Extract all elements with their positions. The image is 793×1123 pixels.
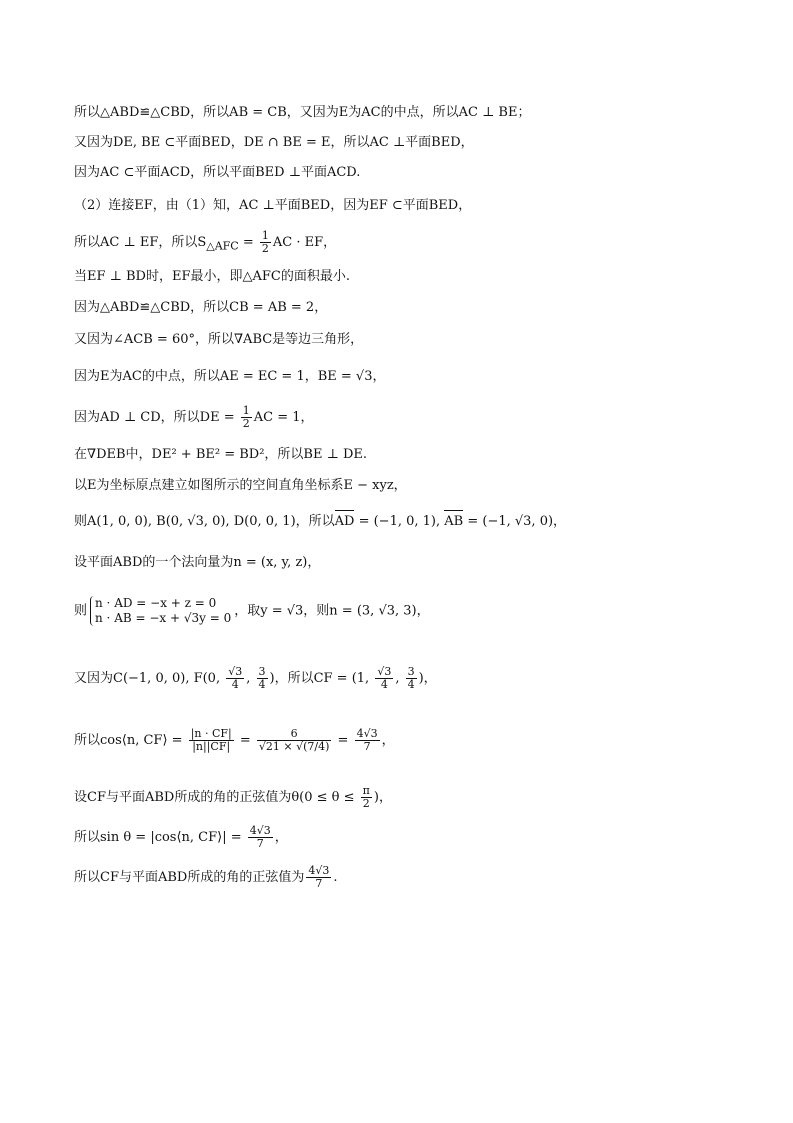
de-fraction — [241, 405, 252, 430]
cos-frac-3-den: 7 — [363, 740, 371, 753]
cf-frac-1 — [226, 666, 244, 691]
midpoint-line: 因为E为AC的中点，所以AE = EC = 1，BE = √3， — [74, 369, 386, 384]
angle-theta-line — [74, 785, 392, 810]
cf-frac-4-num: 3 — [407, 665, 415, 678]
half-den: 2 — [261, 242, 269, 255]
cos-frac-1 — [189, 728, 234, 753]
vector-ad: AD — [335, 512, 355, 532]
system-row-1: n · AD = −x + z = 0 — [95, 596, 217, 610]
area-formula-eq: = — [238, 235, 258, 250]
cos-frac-1-num: |n · CF| — [190, 727, 232, 740]
coordinate-system-line: 以E为坐标原点建立如图所示的空间直角坐标系E − xyz， — [74, 478, 407, 493]
proof-line-1: 所以△ABD≌△CBD，所以AB = CB，又因为E为AC的中点，所以AC ⊥ BE； — [74, 105, 531, 120]
cos-eq-1: = — [235, 733, 255, 748]
de-fraction-num: 1 — [242, 404, 250, 417]
half-num: 1 — [261, 229, 269, 242]
cf-frac-2-num: 3 — [258, 665, 266, 678]
area-formula-post: AC · EF， — [272, 235, 337, 250]
cf-mid: )，所以CF = (1, — [269, 671, 374, 686]
cf-frac-3-num: √3 — [377, 665, 392, 678]
cf-frac-4-den: 4 — [407, 678, 415, 691]
de-length-post: AC = 1， — [253, 410, 314, 425]
sin-pre: 所以sin θ = |cos⟨n, CF⟩| = — [74, 830, 246, 845]
cos-pre: 所以cos⟨n, CF⟩ = — [74, 733, 187, 748]
vector-ab-value: = (−1, √3, 0)， — [463, 514, 567, 529]
cf-vector-line — [74, 666, 437, 691]
system-pre: 则 — [74, 603, 88, 619]
half-fraction — [260, 230, 271, 255]
equation-system — [90, 596, 231, 626]
vector-ab: AB — [444, 512, 463, 532]
area-formula-pre: 所以AC ⊥ EF，所以S — [74, 235, 207, 250]
cos-frac-2-den: √21 × √(7/4) — [258, 740, 330, 753]
theta-fraction-num: π — [362, 784, 370, 797]
area-formula-sub: △AFC — [206, 239, 239, 253]
sine-line — [74, 825, 288, 850]
de-fraction-den: 2 — [242, 417, 250, 430]
part2-intro-line: （2）连接EF，由（1）知，AC ⊥平面BED，因为EF ⊂平面BED， — [74, 198, 472, 213]
theta-pre: 设CF与平面ABD所成的角的正弦值为θ(0 ≤ θ ≤ — [74, 790, 359, 805]
de-length-line — [74, 405, 314, 430]
sin-post: ， — [274, 830, 288, 845]
cf-frac-4 — [406, 666, 417, 691]
cos-frac-3-num: 4√3 — [356, 727, 378, 740]
final-fraction-num: 4√3 — [308, 864, 330, 877]
congruent-line: 因为△ABD≌△CBD，所以CB = AB = 2， — [74, 300, 328, 315]
theta-fraction-den: 2 — [362, 797, 370, 810]
pythagoras-line: 在∇DEB中，DE² + BE² = BD²，所以BE ⊥ DE. — [74, 447, 368, 462]
cos-eq-2: = — [333, 733, 353, 748]
coordinates-line — [74, 512, 566, 532]
sin-fraction-num: 4√3 — [249, 824, 271, 837]
cf-frac-3-den: 4 — [380, 678, 388, 691]
area-formula-line — [74, 230, 336, 257]
cf-frac-1-num: √3 — [228, 665, 243, 678]
equation-system-line — [74, 596, 430, 626]
cf-sep-2: , — [395, 671, 404, 686]
sin-fraction — [248, 825, 273, 850]
cf-frac-1-den: 4 — [231, 678, 239, 691]
proof-line-3: 因为AC ⊂平面ACD，所以平面BED ⊥平面ACD. — [74, 165, 361, 180]
theta-fraction — [361, 785, 372, 810]
final-fraction — [306, 865, 331, 890]
de-length-pre: 因为AD ⊥ CD，所以DE = — [74, 410, 239, 425]
cos-frac-3 — [355, 728, 380, 753]
final-pre: 所以CF与平面ABD所成的角的正弦值为 — [74, 870, 305, 885]
equilateral-line: 又因为∠ACB = 60°，所以∇ABC是等边三角形， — [74, 332, 364, 347]
cf-frac-2 — [257, 666, 268, 691]
proof-line-2: 又因为DE, BE ⊂平面BED，DE ∩ BE = E，所以AC ⊥平面BED， — [74, 135, 474, 150]
coords-pre: 则A(1, 0, 0), B(0, √3, 0), D(0, 0, 1)，所以 — [74, 514, 335, 529]
cosine-line — [74, 728, 395, 753]
cf-frac-2-den: 4 — [258, 678, 266, 691]
cf-post: )， — [418, 671, 437, 686]
final-fraction-den: 7 — [315, 877, 323, 890]
cos-frac-1-den: |n||CF| — [192, 740, 231, 753]
cos-frac-2 — [257, 728, 332, 753]
cos-post: ， — [381, 733, 395, 748]
cf-pre: 又因为C(−1, 0, 0), F(0, — [74, 671, 225, 686]
cf-frac-3 — [375, 666, 393, 691]
theta-post: )， — [373, 790, 392, 805]
vector-ad-value: = (−1, 0, 1), — [354, 514, 445, 529]
min-area-line: 当EF ⊥ BD时，EF最小，即△AFC的面积最小. — [74, 269, 350, 284]
cf-sep-1: , — [246, 671, 255, 686]
system-post: ，取y = √3，则n = (3, √3, 3)， — [234, 603, 430, 619]
final-post: . — [333, 870, 338, 885]
system-row-2: n · AB = −x + √3y = 0 — [95, 611, 232, 625]
sin-fraction-den: 7 — [256, 837, 264, 850]
final-answer-line — [74, 865, 338, 890]
normal-vector-line: 设平面ABD的一个法向量为n = (x, y, z)， — [74, 555, 321, 570]
cos-frac-2-num: 6 — [257, 728, 332, 741]
